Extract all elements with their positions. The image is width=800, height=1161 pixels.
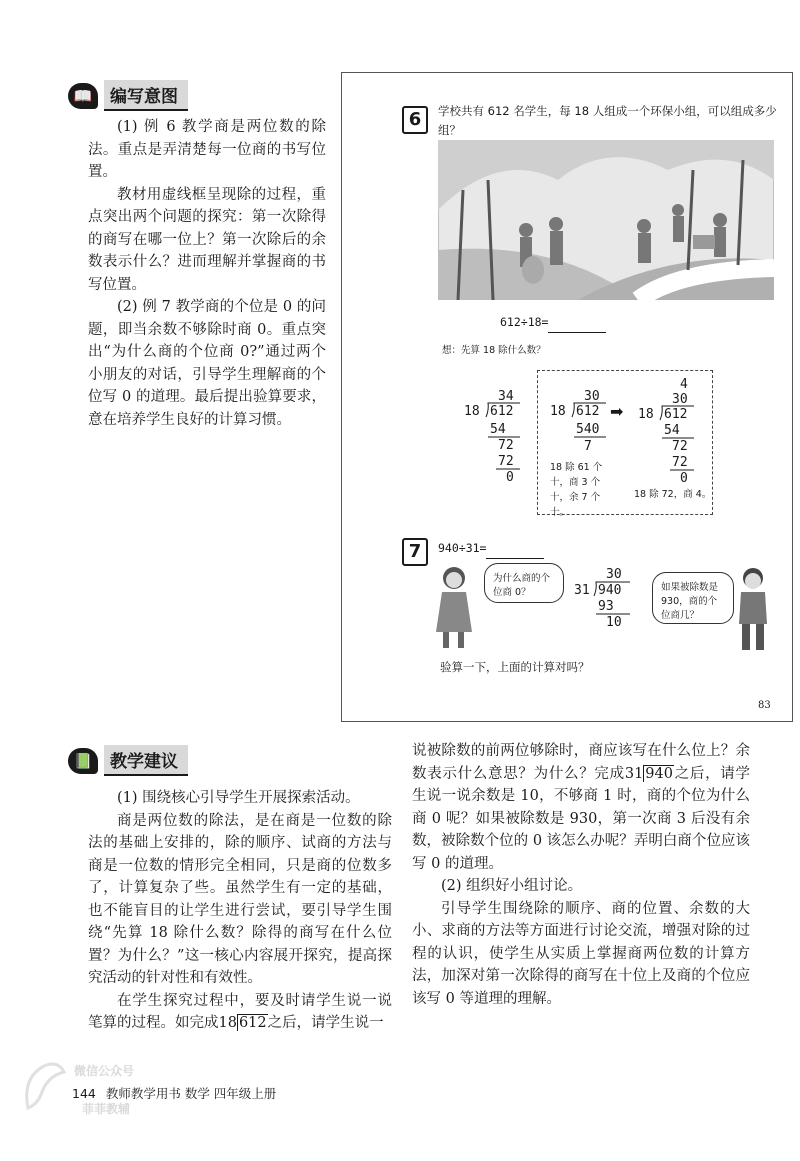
long-division-calc2	[546, 388, 626, 458]
paragraph: (2) 例 7 教学商的个位是 0 的问题，即当余数不够除时商 0。重点突出“为什么商的个位商 0?”通过两个小朋友的对话，引导学生理解商的个位写 0 的道理。最后提出验算要求，意在培养学生良好的计算习惯。	[88, 299, 326, 428]
step-product-2: 72	[672, 455, 688, 470]
dividend: 940	[598, 583, 622, 598]
paragraph	[412, 740, 750, 875]
paragraph: 商是两位数的除法，是在商是一位数的除法的基础上安排的，除的顺序、试商的方法与商是一位数的情形完全相同，只是商的位数多了，计算复杂了些。虽然学生有一定的基础，也不能盲目的让学生进行尝试，要引导学生围绕“先算 18 除什么数？除得的商写在什么位置？为什么？”这一核心内容展开探究，提高探究活动的针对性和有效性。	[88, 812, 392, 986]
paragraph-text: 在学生探究过程中，要及时请学生说一说笔算的过程。如完成18	[88, 992, 392, 1031]
open-book-icon: 📖	[68, 83, 98, 109]
equation-text: 940÷31=	[438, 541, 487, 555]
speech-bubble-girl: 为什么商的个位商 0？	[484, 563, 564, 603]
remainder: 0	[506, 470, 514, 485]
remainder: 0	[680, 471, 688, 486]
long-division-calc7	[574, 566, 644, 630]
watermark-line2: 菲菲教辅	[82, 1102, 131, 1116]
step-product-1: 540	[576, 422, 600, 437]
quotient: 30	[584, 389, 600, 404]
divisor: 18	[550, 404, 566, 419]
quotient: 30	[672, 392, 688, 407]
calc2-note: 18 除 61 个十，商 3 个十，余 7 个十。	[550, 462, 603, 518]
section-title: 教学建议	[104, 745, 188, 776]
answer-blank	[548, 313, 606, 333]
dividend: 612	[490, 404, 514, 419]
answer-blank	[486, 539, 544, 559]
calc3-note: 18 除 72，商 4。	[634, 489, 712, 500]
paragraph: (2) 组织好小组讨论。	[441, 878, 583, 894]
dividend: 612	[664, 407, 688, 422]
paragraph	[88, 990, 392, 1035]
boy-figure	[732, 564, 774, 652]
example-number-7: 7	[402, 538, 428, 566]
long-division-calc3	[634, 376, 714, 491]
example6-problem: 学校共有 612 名学生，每 18 人组成一个环保小组，可以组成多少组？	[438, 104, 777, 137]
writing-intent-body	[88, 116, 326, 431]
suggestions-right-column	[412, 740, 750, 1010]
think-hint: 想：先算 18 除什么数？	[442, 345, 546, 356]
quotient-ones-digit: 4	[680, 377, 688, 392]
paragraph-text: 之后，请学生说一	[267, 1015, 384, 1031]
textbook-page-number: 83	[758, 700, 771, 711]
step-dividend-2: 72	[672, 439, 688, 454]
cleanup-illustration	[438, 140, 774, 300]
book-title: 教师教学用书 数学 四年级上册	[105, 1086, 277, 1101]
long-division-calc1	[458, 388, 538, 488]
speech-bubble-boy: 如果被除数是 930，商的个位商几？	[652, 572, 734, 624]
paragraph: 引导学生围绕除的顺序、商的位置、余数的大小、求商的方法等方面进行讨论交流，增强对除的过程的认识，使学生从实质上掌握商两位数的计算方法，加深对第一次除得的商写在十位上及商的个位应该写 0 等道理的理解。	[412, 900, 750, 1007]
divisor: 31	[574, 583, 590, 598]
paragraph: 教材用虚线框呈现除的过程，重点突出两个问题的探究：第一次除得的商写在哪一位上？第一次除后的余数表示什么？进而理解并掌握商的书写位置。	[88, 186, 326, 293]
division-bracket-dividend: 940	[645, 765, 673, 782]
check-prompt: 验算一下，上面的计算对吗？	[440, 660, 590, 674]
arrow-right-icon: ➡	[610, 402, 624, 421]
step-product-2: 72	[498, 454, 514, 469]
equation-text: 612÷18=	[500, 315, 549, 329]
paragraph-text: 说被除数的前两位够除时，商应该写在什么位上？余数表示什么意思？为什么？完成31	[412, 743, 750, 782]
division-bracket-dividend: 612	[238, 1015, 267, 1031]
quotient: 34	[498, 389, 514, 404]
step-dividend-2: 72	[498, 438, 514, 453]
quotient: 30	[606, 567, 622, 582]
remainder: 7	[584, 439, 592, 454]
section-header-teaching-suggestions	[68, 745, 188, 776]
watermark-logo	[18, 1058, 74, 1118]
paragraph: (1) 例 6 教学商是两位数的除法。重点是弄清楚每一位商的书写位置。	[88, 119, 326, 180]
section-title: 编写意图	[104, 80, 188, 111]
example-number-6: 6	[402, 106, 428, 134]
paragraph: (1) 围绕核心引导学生开展探索活动。	[117, 790, 360, 806]
paragraph-text: 之后，请学生说一说余数是 10，不够商 1 时，商的个位为什么商 0 呢？如果被除数是 930，第一次商 3 后没有余数，被除数个位的 0 该怎么办呢？弄明白商个位应该写 0 的道理。	[412, 765, 750, 872]
suggestions-left-column	[88, 787, 392, 1035]
remainder: 10	[606, 615, 622, 630]
example6-equation	[500, 313, 606, 333]
section-header-writing-intent	[68, 80, 188, 111]
speech-book-icon: 📗	[68, 748, 98, 774]
watermark-line1: 微信公众号	[74, 1064, 135, 1078]
step-product-1: 54	[664, 423, 680, 438]
divisor: 18	[464, 404, 480, 419]
step-product-1: 54	[490, 422, 506, 437]
page-number: 144	[72, 1086, 96, 1101]
dividend: 612	[576, 404, 600, 419]
step-product-1: 93	[598, 599, 614, 614]
example7-equation	[438, 539, 544, 559]
divisor: 18	[638, 407, 654, 422]
girl-figure	[432, 562, 478, 650]
